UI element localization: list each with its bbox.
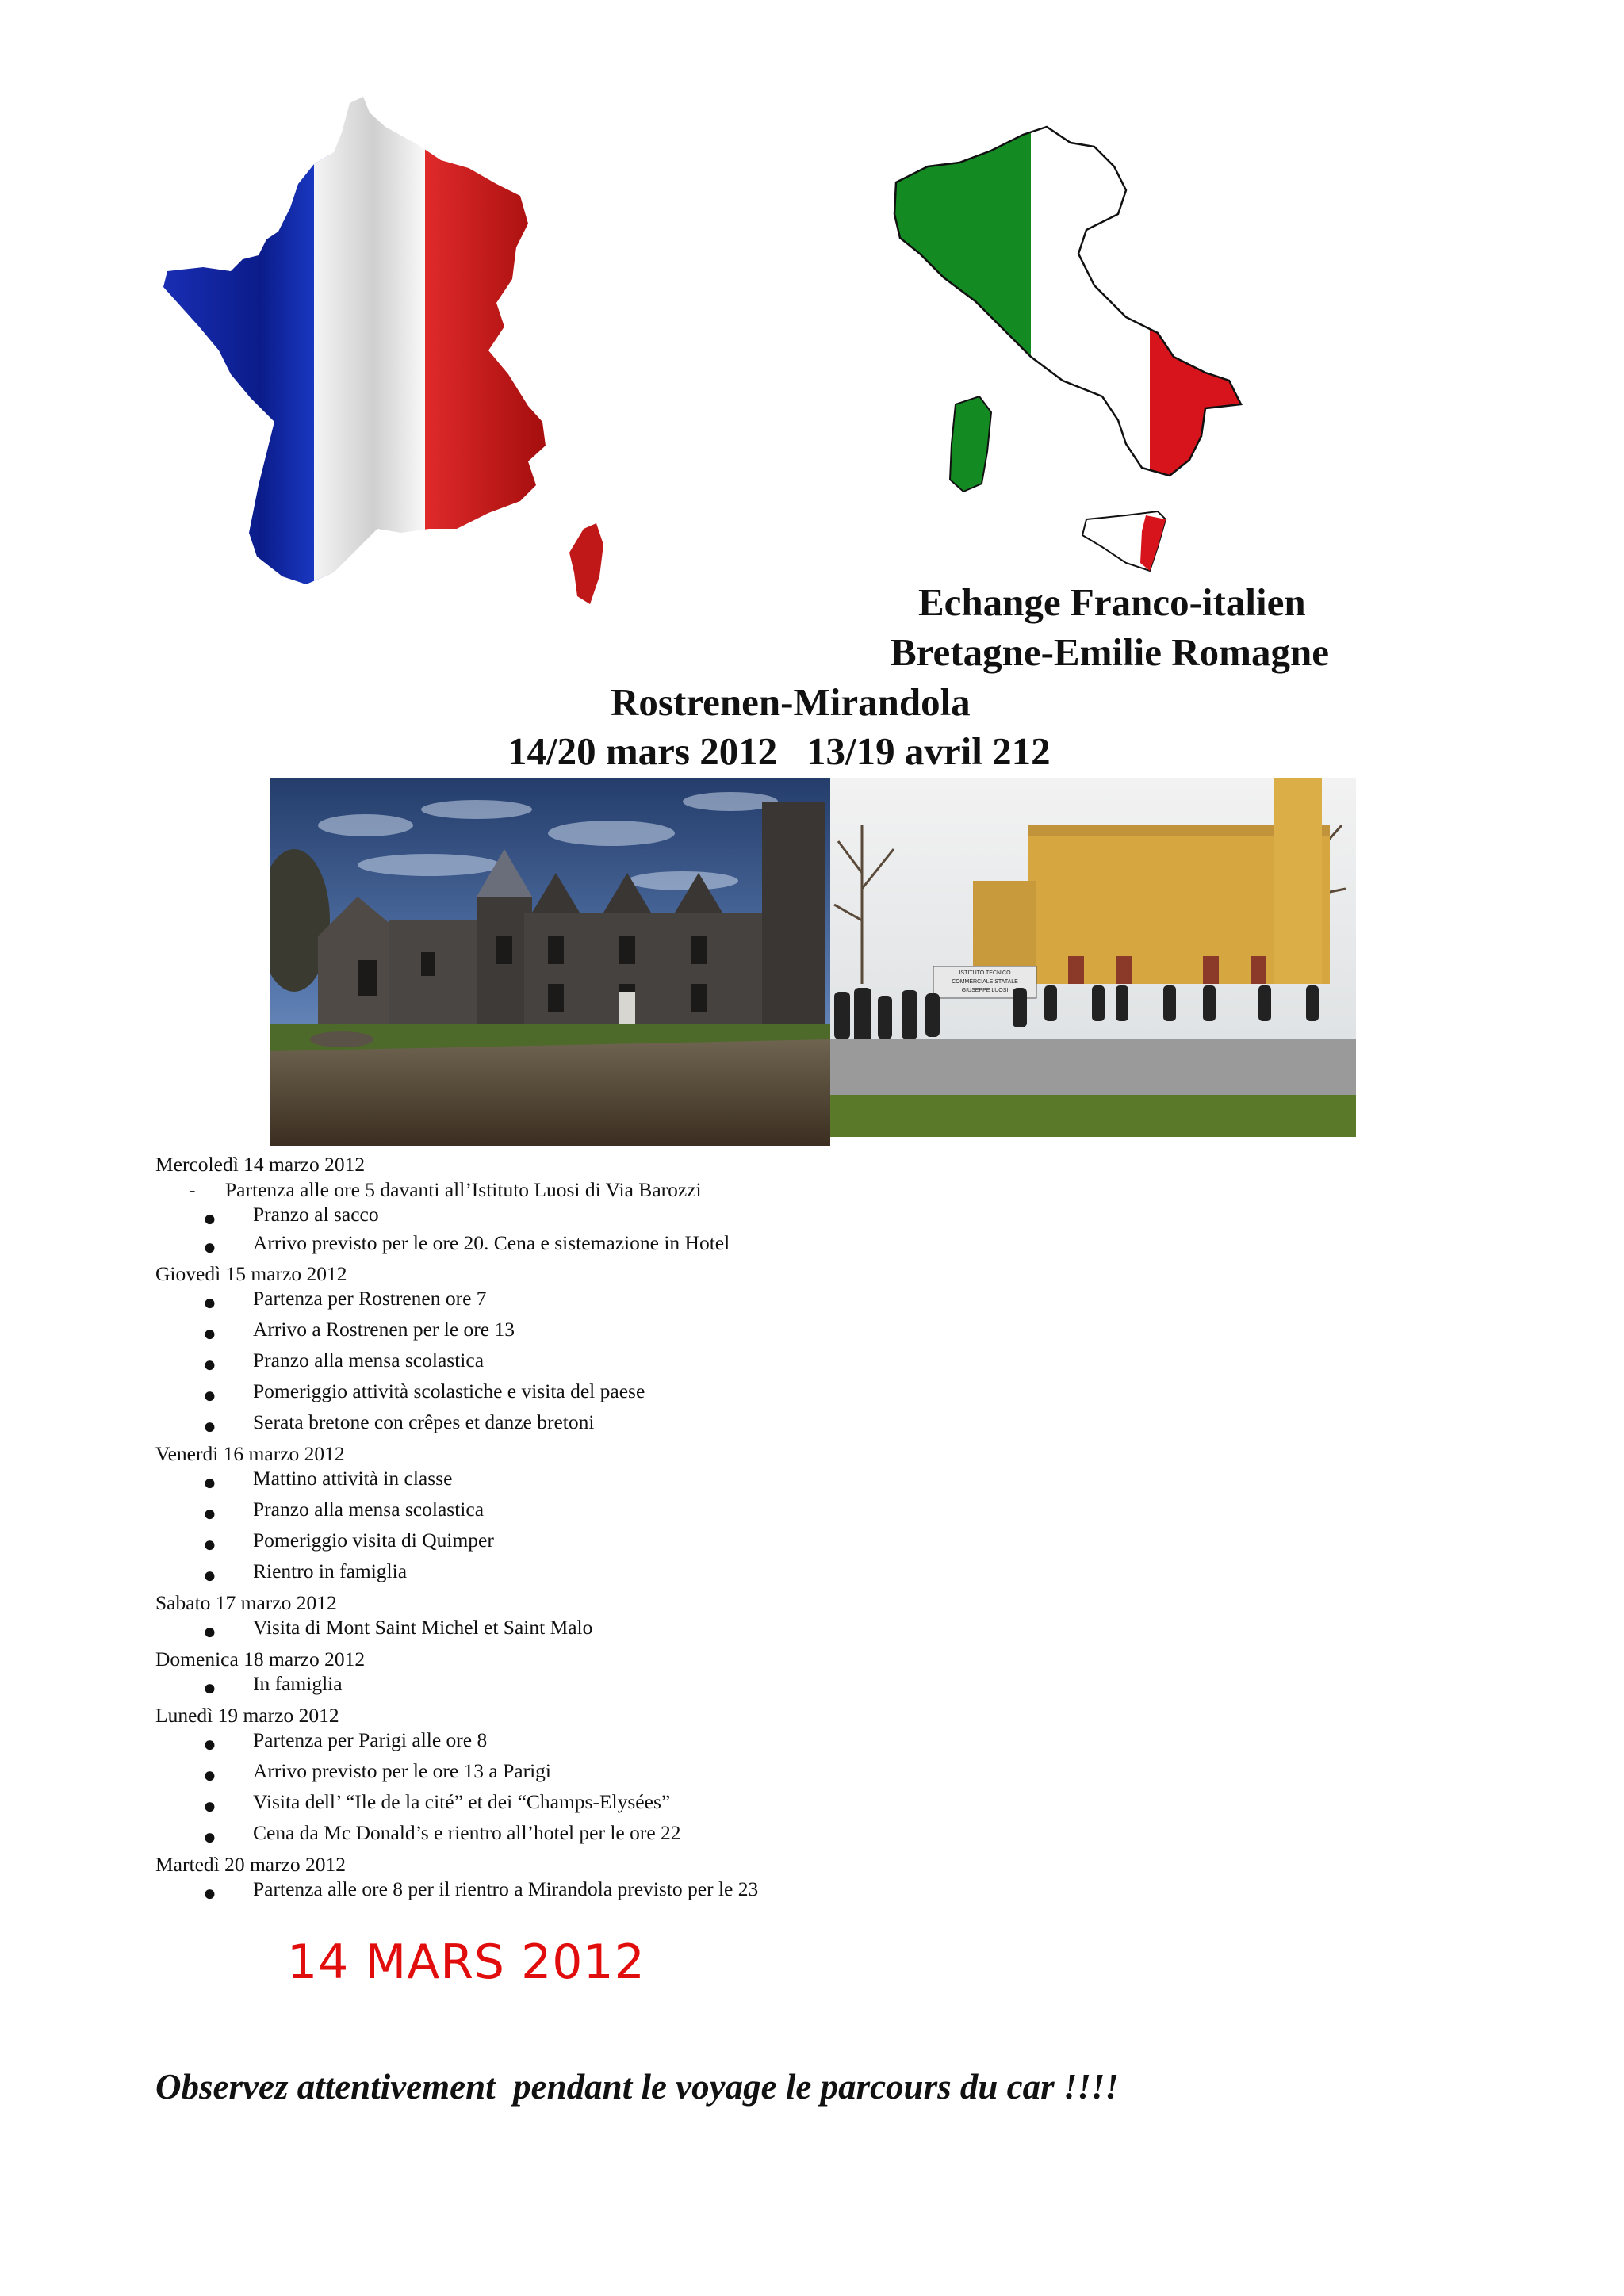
bullet-icon: ● [203, 1676, 216, 1701]
school-sign-line-2: COMMERCIALE STATALE [952, 979, 1018, 985]
france-flag-map [155, 89, 615, 620]
bullet-icon: ● [203, 1207, 216, 1231]
photo-school-building [830, 778, 1356, 1137]
title-line-1: Echange Franco-italien [918, 580, 1306, 624]
bullet-icon: ● [203, 1563, 216, 1588]
bullet-icon: ● [203, 1322, 216, 1346]
day-label: Lunedì 19 marzo 2012 [155, 1704, 339, 1727]
bullet-icon: ● [203, 1471, 216, 1495]
list-item-text: Pranzo alla mensa scolastica [253, 1349, 485, 1372]
dash-item-text: Partenza alle ore 5 davanti all’Istituto Luosi di Via Barozzi [225, 1178, 702, 1201]
list-item-text: Serata bretone con crêpes et danze bretoni [253, 1410, 595, 1433]
bullet-icon: ● [203, 1291, 216, 1315]
day-label: Venerdi 16 marzo 2012 [155, 1442, 345, 1465]
list-item-text: In famiglia [253, 1672, 343, 1695]
list-item [155, 1317, 1107, 1348]
list-item-text: Pomeriggio attività scolastiche e visita del paese [253, 1380, 645, 1402]
list-item-text: Visita di Mont Saint Michel et Saint Malo [253, 1616, 593, 1639]
list-item-text: Arrivo a Rostrenen per le ore 13 [253, 1318, 515, 1341]
bullet-icon: ● [203, 1794, 216, 1819]
list-item [155, 1230, 1107, 1261]
highlight-date: 14 MARS 2012 [287, 1934, 645, 1990]
day-label: Sabato 17 marzo 2012 [155, 1591, 337, 1614]
list-item [155, 1286, 1107, 1317]
list-item [155, 1559, 1107, 1590]
list-item [155, 1671, 1107, 1702]
bullet-icon: ● [203, 1235, 216, 1260]
list-item-text: Arrivo previsto per le ore 20. Cena e sistemazione in Hotel [253, 1231, 730, 1254]
list-item-text: Partenza per Parigi alle ore 8 [253, 1728, 488, 1751]
list-item-text: Partenza per Rostrenen ore 7 [253, 1287, 487, 1310]
list-item-text: Visita dell’ “Ile de la cité” et dei “Champs-Elysées” [253, 1790, 671, 1813]
bullet-icon: ● [203, 1732, 216, 1757]
agenda [155, 1151, 1107, 1908]
dash-mark: - [189, 1178, 196, 1201]
photo-breton-manor [270, 778, 830, 1146]
list-item [155, 1497, 1107, 1528]
list-item-text: Pranzo al sacco [253, 1203, 379, 1226]
list-item [155, 1348, 1107, 1379]
bullet-icon: ● [203, 1353, 216, 1377]
list-item [155, 1528, 1107, 1559]
list-item-text: Rientro in famiglia [253, 1559, 408, 1582]
list-item [155, 1615, 1107, 1646]
list-item [155, 1466, 1107, 1497]
list-item [155, 1877, 1107, 1908]
bullet-icon: ● [203, 1825, 216, 1850]
list-item [155, 1758, 1107, 1789]
list-item [155, 1820, 1107, 1851]
italy-map-icon [888, 119, 1300, 579]
list-item [155, 1728, 1107, 1758]
list-item [155, 1410, 1107, 1441]
france-map-icon [155, 89, 615, 620]
dash-item [155, 1177, 1107, 1202]
list-item-text: Arrivo previsto per le ore 13 a Parigi [253, 1759, 552, 1782]
school-sign-line-1: ISTITUTO TECNICO [959, 970, 1011, 976]
day-label: Mercoledì 14 marzo 2012 [155, 1153, 366, 1176]
bullet-icon: ● [203, 1414, 216, 1439]
list-item-text: Cena da Mc Donald’s e rientro all’hotel per le ore 22 [253, 1821, 681, 1844]
school-sign-line-3: GIUSEPPE LUOSI [961, 988, 1009, 993]
list-item [155, 1789, 1107, 1820]
list-item-text: Pomeriggio visita di Quimper [253, 1529, 494, 1552]
title-line-4: 14/20 mars 2012 13/19 avril 212 [508, 729, 1051, 773]
day-label: Martedì 20 marzo 2012 [155, 1853, 347, 1876]
bullet-icon: ● [203, 1502, 216, 1526]
list-item-text: Pranzo alla mensa scolastica [253, 1498, 485, 1521]
list-item-text: Mattino attività in classe [253, 1467, 453, 1490]
list-item-text: Partenza alle ore 8 per il rientro a Mirandola previsto per le 23 [253, 1877, 759, 1900]
day-label: Giovedì 15 marzo 2012 [155, 1262, 347, 1285]
bullet-icon: ● [203, 1620, 216, 1644]
italy-flag-map [888, 119, 1300, 579]
bullet-icon: ● [203, 1763, 216, 1788]
title-line-3: Rostrenen-Mirandola [611, 680, 971, 724]
bullet-icon: ● [203, 1533, 216, 1557]
list-item [155, 1202, 1107, 1230]
title-line-2: Bretagne-Emilie Romagne [891, 630, 1329, 674]
day-label: Domenica 18 marzo 2012 [155, 1647, 366, 1670]
bullet-icon: ● [203, 1881, 216, 1906]
bullet-icon: ● [203, 1383, 216, 1408]
list-item [155, 1379, 1107, 1410]
closing-instruction: Observez attentivement pendant le voyage le parcours du car !!!! [155, 2067, 1119, 2107]
